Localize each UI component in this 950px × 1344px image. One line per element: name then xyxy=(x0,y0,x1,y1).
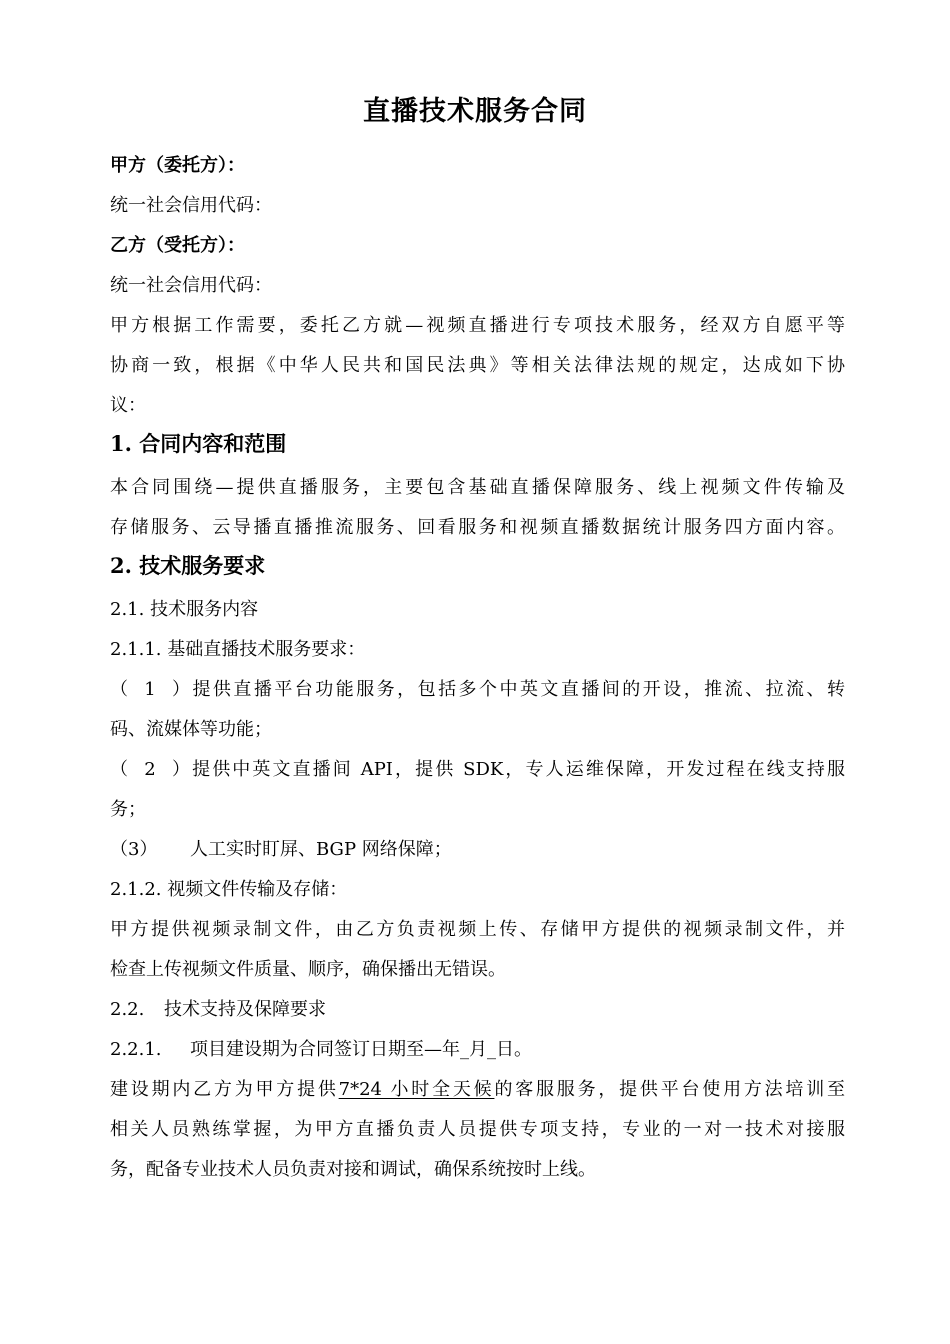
storage-line-1: 甲方提供视频录制文件，由乙方负责视频上传、存储甲方提供的视频录制文件，并 xyxy=(110,919,845,940)
document-title: 直播技术服务合同 xyxy=(363,96,587,127)
subsection-2-2-1-text: 项目建设期为合同签订日期至—年_月_日。 xyxy=(190,1039,532,1060)
subsection-2-2-1-number: 2.2.1. xyxy=(110,1039,162,1060)
section-1-line-1: 本合同围绕—提供直播服务，主要包含基础直播保障服务、线上视频文件传输及 xyxy=(110,477,845,498)
item-2-line-2: 务； xyxy=(110,799,146,820)
section-1-line-2: 存储服务、云导播直播推流服务、回看服务和视频直播数据统计服务四方面内容。 xyxy=(110,517,845,538)
support-line-1-pre: 建设期内乙方为甲方提供 xyxy=(110,1079,339,1100)
support-hours-underlined: 7*24 小时全天候 xyxy=(338,1079,495,1100)
support-line-2: 相关人员熟练掌握，为甲方直播负责人员提供专项支持，专业的一对一技术对接服 xyxy=(110,1119,845,1140)
subsection-2-2 xyxy=(110,990,845,1030)
section-1-heading: 1. 合同内容和范围 xyxy=(110,431,287,456)
support-line-3: 务，配备专业技术人员负责对接和调试，确保系统按时上线。 xyxy=(110,1159,596,1180)
item-1-text: 提供直播平台功能服务，包括多个中英文直播间的开设，推流、拉流、转 xyxy=(190,679,845,700)
item-1-line-1 xyxy=(110,670,845,710)
item-2-text: 提供中英文直播间 API，提供 SDK，专人运维保障，开发过程在线支持服 xyxy=(190,759,845,780)
subsection-2-2-number: 2.2. xyxy=(110,999,145,1020)
item-2-line-1 xyxy=(110,750,845,790)
storage-line-2: 检查上传视频文件质量、顺序，确保播出无错误。 xyxy=(110,959,506,980)
subsection-2-1-2: 2.1.2. 视频文件传输及存储： xyxy=(110,879,348,900)
subsection-2-1: 2.1. 技术服务内容 xyxy=(110,599,259,620)
item-1-number: （1） xyxy=(110,679,190,700)
subsection-2-2-text: 技术支持及保障要求 xyxy=(164,999,326,1020)
subsection-2-1-1: 2.1.1. 基础直播技术服务要求： xyxy=(110,639,366,660)
item-1-line-2: 码、流媒体等功能； xyxy=(110,719,272,740)
party-b-label: 乙方（受托方）： xyxy=(110,235,245,256)
party-a-label: 甲方（委托方）： xyxy=(110,155,245,176)
item-3-number: （3） xyxy=(110,839,158,860)
item-3-text: 人工实时盯屏、BGP 网络保障； xyxy=(190,839,452,860)
support-line-1 xyxy=(110,1070,845,1110)
party-a-credit-code: 统一社会信用代码： xyxy=(110,195,272,216)
item-2-number: （2） xyxy=(110,759,190,780)
intro-line-3: 议： xyxy=(110,395,146,416)
party-b-credit-code: 统一社会信用代码： xyxy=(110,275,272,296)
intro-line-1: 甲方根据工作需要，委托乙方就—视频直播进行专项技术服务，经双方自愿平等 xyxy=(110,315,845,336)
item-3-line-1 xyxy=(110,830,845,870)
intro-line-2: 协商一致，根据《中华人民共和国民法典》等相关法律法规的规定，达成如下协 xyxy=(110,355,845,376)
subsection-2-2-1 xyxy=(110,1030,845,1070)
section-2-heading: 2. 技术服务要求 xyxy=(110,553,266,578)
support-line-1-post: 的客服服务，提供平台使用方法培训至 xyxy=(494,1079,846,1100)
